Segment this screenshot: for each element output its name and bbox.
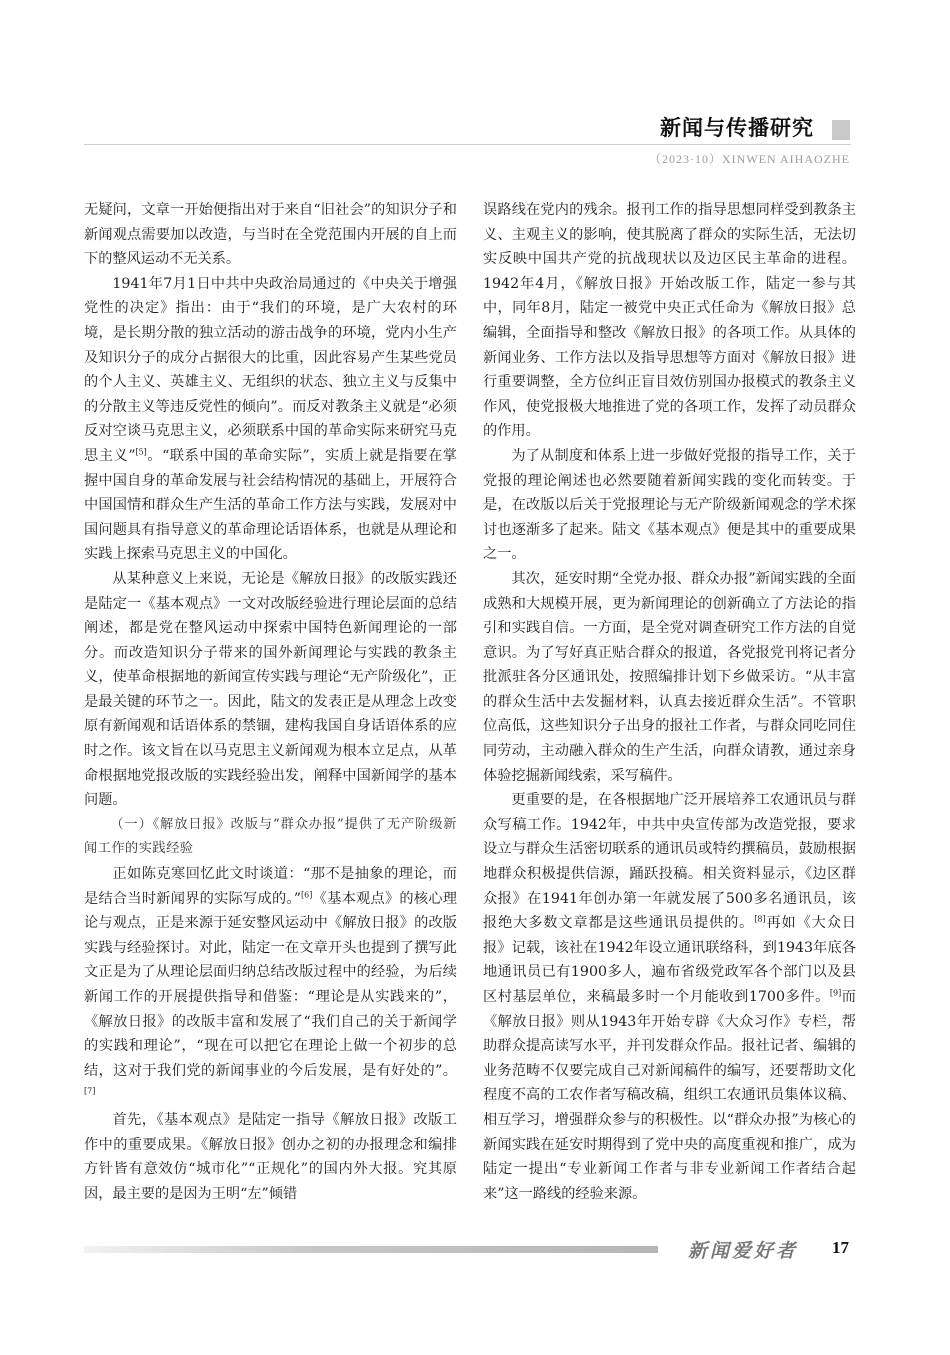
footnote-ref: [8] bbox=[754, 914, 766, 924]
footnote-ref: [5] bbox=[135, 447, 147, 457]
section-subheading: （一）《解放日报》改版与“群众办报”提供了无产阶级新闻工作的实践经验 bbox=[84, 816, 457, 857]
paragraph: 1941年7月1日中共中央政治局通过的《中央关于增强党性的决定》指出：由于“我们的环境，是广大农村的环境，是长期分散的独立活动的游击战争的环境，党内小生产及知识分子的成分占据很大的比重，因此容易产生某些党员的个人主义、英雄主义、无组织的状态、独立主义与反集中的分散主义等违反党性的倾向”。而反对教条主义就是“必须反对空谈马克思主义，必须联系中国的革命实际来研究马克思主义”[5]。“联系中国的革命实际”，实质上就是指要在掌握中国自身的革命发展与社会结构情况的基础上，开展符合中国国情和群众生产生活的革命工作方法与实践，发展对中国问题具有指导意义的革命理论话语体系，也就是从理论和实践上探索马克思主义的中国化。 bbox=[84, 275, 457, 563]
header-divider bbox=[84, 144, 851, 145]
footnote-ref: [7] bbox=[84, 1086, 96, 1096]
paragraph: 无疑问，文章一开始便指出对于来自“旧社会”的知识分子和新闻观点需要加以改造，与当时在全党范围内开展的自上而下的整风运动不无关系。 bbox=[84, 202, 457, 268]
right-column bbox=[483, 198, 856, 1206]
paragraph: 更重要的是，在各根据地广泛开展培养工农通讯员与群众写稿工作。1942年，中共中央宣传部为改造党报，要求设立与群众生活密切联系的通讯员或特约撰稿员，鼓励根据地群众积极提供信源，踊跃投稿。相关资料显示，《边区群众报》在1941年创办第一年就发展了500多名通讯员，该报绝大多数文章都是这些通讯员提供的。[8]再如《大众日报》记载，该社在1942年设立通讯联络科，到1943年底各地通讯员已有1900多人，遍布省级党政军各个部门以及县区村基层单位，来稿最多时一个月能收到1700多件。[9]而《解放日报》则从1943年开始专辟《大众习作》专栏，帮助群众提高读写水平，并刊发群众作品。报社记者、编辑的业务范畴不仅要完成自己对新闻稿件的编写，还要帮助文化程度不高的工农作者写稿改稿，组织工农通讯员集体议稿、相互学习，增强群众参与的积极性。以“群众办报”为核心的新闻实践在延安时期得到了党中央的高度重视和推广，成为陆定一提出“专业新闻工作者与非专业新闻工作者结合起来”这一路线的经验来源。 bbox=[483, 792, 856, 1202]
paragraph: 误路线在党内的残余。报刊工作的指导思想同样受到教条主义、主观主义的影响，使其脱离了群众的实际生活，无法切实反映中国共产党的抗战现状以及边区民主革命的进程。1942年4月，《解放日报》开始改版工作，陆定一参与其中，同年8月，陆定一被党中央正式任命为《解放日报》总编辑，全面指导和整改《解放日报》的各项工作。从具体的新闻业务、工作方法以及指导思想等方面对《解放日报》进行重要调整，全方位纠正盲目效仿别国办报模式的教条主义作风，使党报极大地推进了党的各项工作，发挥了动员群众的作用。 bbox=[483, 202, 856, 440]
footer-brand: 新闻爱好者 bbox=[688, 1240, 799, 1262]
journal-issue: （2023·10）XINWEN AIHAOZHE bbox=[649, 152, 850, 166]
journal-title: 新闻与传播研究 bbox=[660, 116, 814, 140]
paragraph: 从某种意义上来说，无论是《解放日报》的改版实践还是陆定一《基本观点》一文对改版经验进行理论层面的总结阐述，都是党在整风运动中探索中国特色新闻理论的一部分。而改造知识分子带来的国外新闻理论与实践的教条主义，使革命根据地的新闻宣传实践与理论“无产阶级化”，正是最关键的环节之一。因此，陆文的发表正是从理念上改变原有新闻观和话语体系的禁锢，建构我国自身话语体系的应时之作。该文旨在以马克思主义新闻观为根本立足点，从革命根据地党报改版的实践经验出发，阐释中国新闻学的基本问题。 bbox=[84, 570, 457, 809]
paragraph: 首先，《基本观点》是陆定一指导《解放日报》改版工作中的重要成果。《解放日报》创办之初的办报理念和编排方针皆有意效仿“城市化”“正规化”的国内外大报。究其原因，最主要的是因为王明“左”倾错 bbox=[84, 1111, 457, 1202]
paragraph: 其次，延安时期“全党办报、群众办报”新闻实践的全面成熟和大规模开展，更为新闻理论的创新确立了方法论的指引和实践自信。一方面，是全党对调查研究工作方法的自觉意识。为了写好真正贴合群众的报道，各党报党刊将记者分批派驻各分区通讯处，按照编排计划下乡做采访。“从丰富的群众生活中去发掘材料，认真去接近群众生活”。不管职位高低，这些知识分子出身的报社工作者，与群众同吃同住同劳动，主动融入群众的生产生活，向群众请教，通过亲身体验挖掘新闻线索，采写稿件。 bbox=[483, 570, 856, 784]
paragraph: 正如陈克寒回忆此文时谈道：“那不是抽象的理论，而是结合当时新闻界的实际写成的。”[6]《基本观点》的核心理论与观点，正是来源于延安整风运动中《解放日报》的改版实践与经验探讨。对此，陆定一在文章开头也提到了撰写此文正是为了从理论层面归纳总结改版过程中的经验，为后续新闻工作的开展提供指导和借鉴：“理论是从实践来的”，《解放日报》的改版丰富和发展了“我们自己的关于新闻学的实践和理论”，“现在可以把它在理论上做一个初步的总结，这对于我们党的新闻事业的今后发展，是有好处的”。[7] bbox=[84, 866, 457, 1096]
page-number: 17 bbox=[832, 1238, 849, 1257]
paragraph: 为了从制度和体系上进一步做好党报的指导工作，关于党报的理论阐述也必然要随着新闻实践的变化而转变。于是，在改版以后关于党报理论与无产阶级新闻观念的学术探讨也逐渐多了起来。陆文《基本观点》便是其中的重要成果之一。 bbox=[483, 447, 856, 563]
footnote-ref: [6] bbox=[301, 889, 313, 899]
footer-bar bbox=[84, 1246, 658, 1253]
left-column bbox=[84, 198, 457, 1206]
header-decor-square bbox=[832, 120, 850, 140]
footnote-ref: [9] bbox=[829, 988, 842, 998]
